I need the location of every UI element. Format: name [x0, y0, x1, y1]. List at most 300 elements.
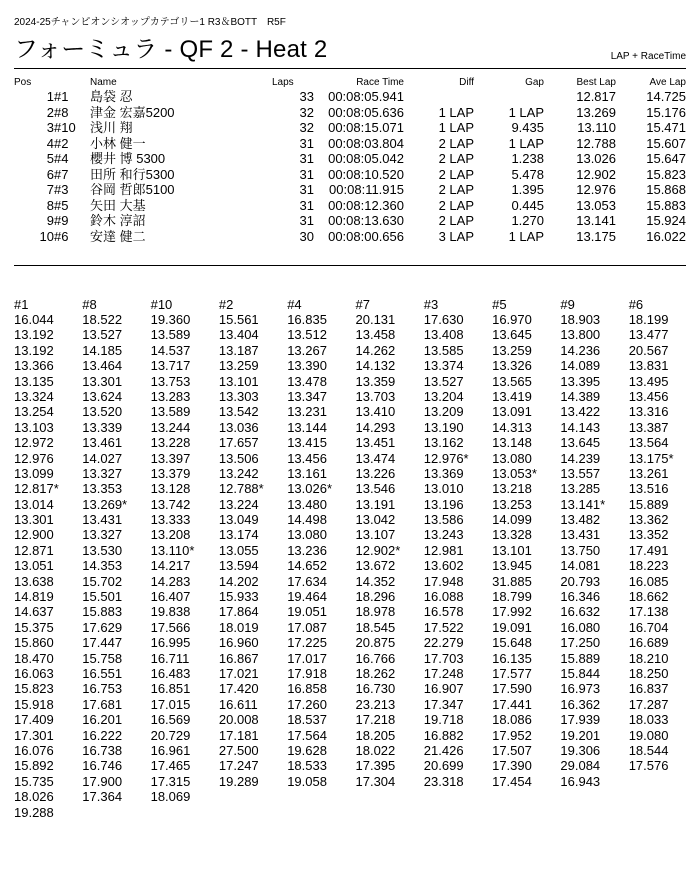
- lap-time: 16.970: [492, 312, 532, 327]
- lap-time: 13.259: [492, 342, 532, 358]
- lap-time: 18.978: [355, 604, 396, 620]
- lap-time: 13.254: [14, 404, 54, 420]
- lap-time: 14.637: [14, 604, 54, 620]
- lap-time: 13.099: [14, 465, 54, 481]
- lap-time: 13.014: [14, 496, 54, 512]
- lap-time: 16.766: [355, 650, 396, 666]
- lap-time: 14.313: [492, 419, 532, 435]
- lap-time: 13.162: [423, 435, 464, 451]
- lap-column: [82, 298, 150, 805]
- lap-time: 17.021: [218, 665, 259, 681]
- lap-time: 15.702: [82, 573, 123, 589]
- lap-time: 17.992: [492, 604, 532, 620]
- lap-time: 13.564: [628, 435, 669, 451]
- lap-time: 13.404: [218, 327, 259, 343]
- results-body: [14, 89, 686, 244]
- lap-time: 13.091: [492, 404, 532, 420]
- lap-time: 19.080: [628, 727, 669, 743]
- lap-time: 13.516: [628, 481, 669, 497]
- result-gap: 1.270: [511, 213, 544, 229]
- results-divider: [14, 265, 686, 266]
- result-ave-lap: 15.823: [646, 166, 686, 182]
- lap-time: 13.395: [560, 373, 601, 389]
- lap-time: 19.201: [560, 727, 601, 743]
- lap-time: 13.244: [150, 419, 191, 435]
- lap-time: 12.900: [14, 527, 54, 543]
- lap-time: 13.750: [560, 542, 601, 558]
- lap-time: 13.589: [150, 404, 191, 420]
- lap-time: 17.918: [287, 665, 327, 681]
- lap-time: 15.844: [560, 665, 601, 681]
- lap-time: 13.456: [628, 388, 669, 404]
- lap-time: 13.259: [218, 358, 259, 374]
- lap-time: 16.907: [423, 681, 464, 697]
- lap-column-car-number: #6: [628, 297, 644, 312]
- lap-time: 13.192: [14, 327, 54, 343]
- lap-time: 17.952: [492, 727, 532, 743]
- result-car-number: #9: [54, 213, 69, 229]
- lap-column: [560, 298, 628, 789]
- lap-time: 13.542: [218, 404, 259, 420]
- lap-time: 13.408: [423, 327, 464, 343]
- result-driver-name: 鈴木 淳詔: [90, 213, 146, 229]
- lap-time: 13.055: [218, 542, 259, 558]
- results-row: [14, 89, 686, 105]
- lap-time: 19.718: [423, 712, 464, 728]
- result-pos: 2: [46, 104, 54, 120]
- lap-time: 17.015: [150, 696, 191, 712]
- lap-time: 13.231: [287, 404, 327, 420]
- result-laps: 31: [299, 135, 314, 151]
- lap-time: 13.283: [150, 388, 191, 404]
- lap-time: 13.010: [423, 481, 464, 497]
- lap-time: 17.948: [423, 573, 464, 589]
- lap-time: 13.049: [218, 512, 259, 528]
- lap-time: 13.451: [355, 435, 396, 451]
- lap-time: 14.537: [150, 342, 191, 358]
- result-pos: 3: [46, 120, 54, 136]
- lap-time: 16.085: [628, 573, 669, 589]
- lap-time: 19.058: [287, 773, 327, 789]
- lap-time: 13.362: [628, 512, 669, 528]
- lap-time: 15.889: [628, 496, 669, 512]
- lap-time: 18.470: [14, 650, 54, 666]
- header-divider: [14, 68, 686, 69]
- lap-time: 16.088: [423, 589, 464, 605]
- col-header-diff: Diff: [459, 76, 474, 88]
- lap-time: 13.602: [423, 558, 464, 574]
- result-driver-name: 谷岡 哲郎5100: [90, 182, 175, 198]
- result-laps: 31: [299, 151, 314, 167]
- result-gap: [474, 89, 544, 105]
- lap-time: 15.892: [14, 758, 54, 774]
- page-title: フォーミュラ - QF 2 - Heat 2: [14, 36, 328, 63]
- col-header-ave-lap: Ave Lap: [649, 76, 686, 88]
- lap-time: 16.044: [14, 312, 54, 327]
- result-laps: 31: [299, 213, 314, 229]
- result-gap: 1 LAP: [508, 104, 544, 120]
- lap-time: 15.501: [82, 589, 123, 605]
- lap-time: 17.566: [150, 619, 191, 635]
- result-best-lap: 13.175: [576, 228, 616, 244]
- results-row: [14, 136, 686, 152]
- lap-time: 13.645: [560, 435, 601, 451]
- lap-time: 13.379: [150, 465, 191, 481]
- results-header-row: [14, 75, 686, 89]
- lap-time: 15.883: [82, 604, 123, 620]
- lap-time: 15.933: [218, 589, 259, 605]
- results-row: [14, 105, 686, 121]
- result-race-time: 00:08:05.042: [328, 151, 404, 167]
- lap-time: 14.293: [355, 419, 396, 435]
- lap-column-car-number: #2: [218, 297, 234, 312]
- report-mode-label: LAP + RaceTime: [610, 51, 686, 62]
- lap-time: 13.107: [355, 527, 396, 543]
- lap-time: 18.210: [628, 650, 669, 666]
- lap-time: 16.407: [150, 589, 191, 605]
- lap-time: 17.409: [14, 712, 54, 728]
- lap-time: 14.236: [560, 342, 601, 358]
- lap-time: 18.537: [287, 712, 327, 728]
- lap-time: 13.753: [150, 373, 191, 389]
- results-table: [14, 75, 686, 244]
- lap-time: 13.586: [423, 512, 464, 528]
- lap-time: 18.019: [218, 619, 259, 635]
- result-pos: 1: [46, 89, 54, 105]
- lap-time: 13.374: [423, 358, 464, 374]
- lap-time: 13.359: [355, 373, 396, 389]
- lap-time: 13.243: [423, 527, 464, 543]
- lap-time: 13.477: [628, 327, 669, 343]
- result-ave-lap: 14.725: [646, 89, 686, 105]
- lap-time: 17.301: [14, 727, 54, 743]
- lap-time: 17.465: [150, 758, 191, 774]
- lap-time: 17.634: [287, 573, 327, 589]
- lap-time: 12.972: [14, 435, 54, 451]
- lap-time: 12.788*: [218, 481, 264, 497]
- lap-time: 13.565: [492, 373, 532, 389]
- lap-time: 17.138: [628, 604, 669, 620]
- result-gap: 0.445: [511, 197, 544, 213]
- lap-time: 20.793: [560, 573, 601, 589]
- result-car-number: #3: [54, 182, 69, 198]
- lap-time: 16.943: [560, 773, 601, 789]
- lap-time: 17.017: [287, 650, 327, 666]
- lap-time: 16.711: [150, 650, 190, 666]
- lap-time: 17.454: [492, 773, 532, 789]
- lap-time: 13.456: [287, 450, 327, 466]
- result-ave-lap: 15.868: [646, 182, 686, 198]
- lap-time: 13.464: [82, 358, 123, 374]
- result-car-number: #10: [54, 120, 76, 136]
- lap-time: 17.564: [287, 727, 327, 743]
- lap-time: 13.261: [628, 465, 669, 481]
- lap-time: 16.362: [560, 696, 601, 712]
- result-ave-lap: 15.607: [646, 135, 686, 151]
- lap-time: 17.420: [218, 681, 259, 697]
- result-best-lap: 12.817: [576, 89, 616, 105]
- result-race-time: 00:08:05.636: [328, 104, 404, 120]
- lap-time: 13.594: [218, 558, 259, 574]
- result-driver-name: 矢田 大基: [90, 197, 146, 213]
- lap-time: 14.143: [560, 419, 601, 435]
- lap-time: 19.288: [14, 804, 54, 820]
- result-laps: 31: [299, 182, 314, 198]
- lap-time: 12.976: [14, 450, 54, 466]
- lap-time: 17.247: [218, 758, 259, 774]
- lap-time: 13.301: [82, 373, 123, 389]
- lap-time: 13.390: [287, 358, 327, 374]
- lap-time: 13.141*: [560, 496, 606, 512]
- lap-time: 13.624: [82, 388, 123, 404]
- lap-time: 13.461: [82, 435, 123, 451]
- lap-time: 17.657: [218, 435, 259, 451]
- lap-time: 13.208: [150, 527, 191, 543]
- lap-time: 13.353: [82, 481, 123, 497]
- result-driver-name: 浅川 翔: [90, 120, 133, 136]
- lap-time: 17.576: [628, 758, 669, 774]
- result-ave-lap: 15.471: [646, 120, 686, 136]
- lap-time: 13.218: [492, 481, 532, 497]
- lap-time: 13.557: [560, 465, 601, 481]
- result-ave-lap: 15.883: [646, 197, 686, 213]
- result-car-number: #2: [54, 135, 69, 151]
- lap-time: 20.699: [423, 758, 464, 774]
- lap-time: 13.431: [560, 527, 601, 543]
- lap-time: 18.545: [355, 619, 396, 635]
- lap-time: 13.415: [287, 435, 327, 451]
- result-pos: 7: [46, 182, 54, 198]
- results-row: [14, 213, 686, 229]
- result-driver-name: 津金 宏嘉5200: [90, 104, 175, 120]
- lap-time: 13.080: [287, 527, 327, 543]
- result-car-number: #7: [54, 166, 69, 182]
- lap-time: 13.209: [423, 404, 464, 420]
- lap-column: [151, 298, 219, 805]
- lap-time: 17.395: [355, 758, 396, 774]
- result-driver-name: 田所 和行5300: [90, 166, 175, 182]
- result-gap: 9.435: [511, 120, 544, 136]
- result-best-lap: 12.976: [576, 182, 616, 198]
- lap-time: 21.426: [423, 742, 464, 758]
- results-row: [14, 167, 686, 183]
- lap-time: 13.190: [423, 419, 464, 435]
- lap-column-car-number: #10: [150, 297, 173, 312]
- lap-time: 16.689: [628, 635, 669, 651]
- lap-column: [629, 298, 697, 774]
- lap-time: 13.742: [150, 496, 191, 512]
- lap-time: 15.860: [14, 635, 54, 651]
- lap-time: 16.704: [628, 619, 669, 635]
- lap-time: 13.945: [492, 558, 532, 574]
- lap-column-car-number: #4: [287, 297, 302, 312]
- lap-time: 14.389: [560, 388, 601, 404]
- lap-time: 15.648: [492, 635, 532, 651]
- lap-time: 15.758: [82, 650, 123, 666]
- lap-time: 13.301: [14, 512, 54, 528]
- lap-column-car-number: #1: [14, 297, 29, 312]
- lap-time: 19.628: [287, 742, 327, 758]
- lap-time: 14.819: [14, 589, 54, 605]
- lap-time: 16.135: [492, 650, 532, 666]
- result-car-number: #4: [54, 151, 69, 167]
- results-row: [14, 182, 686, 198]
- lap-time: 14.353: [82, 558, 123, 574]
- lap-time: 13.717: [150, 358, 191, 374]
- lap-time: 16.837: [628, 681, 669, 697]
- lap-time: 13.410: [355, 404, 396, 420]
- result-car-number: #8: [54, 104, 69, 120]
- lap-time: 13.148: [492, 435, 532, 451]
- lap-time: 13.703: [355, 388, 396, 404]
- result-ave-lap: 15.176: [646, 104, 686, 120]
- result-diff: [404, 89, 474, 105]
- lap-time: 16.222: [82, 727, 123, 743]
- lap-time: 16.730: [355, 681, 396, 697]
- lap-time: 17.630: [423, 312, 464, 327]
- lap-time: 18.033: [628, 712, 669, 728]
- lap-time: 20.875: [355, 635, 396, 651]
- lap-time: 14.239: [560, 450, 601, 466]
- col-header-gap: Gap: [525, 76, 544, 88]
- lap-time: 13.026*: [287, 481, 333, 497]
- lap-time: 18.205: [355, 727, 396, 743]
- lap-time: 12.902*: [355, 542, 401, 558]
- result-diff: 2 LAP: [438, 197, 474, 213]
- lap-time: 17.364: [82, 789, 123, 805]
- lap-time: 13.269*: [82, 496, 128, 512]
- lap-time: 16.961: [150, 742, 191, 758]
- lap-time: 13.546: [355, 481, 396, 497]
- lap-time: 14.262: [355, 342, 396, 358]
- lap-time: 13.397: [150, 450, 191, 466]
- result-diff: 2 LAP: [438, 182, 474, 198]
- lap-time: 13.333: [150, 512, 191, 528]
- result-diff: 2 LAP: [438, 213, 474, 229]
- lap-time: 17.087: [287, 619, 327, 635]
- lap-time: 14.089: [560, 358, 601, 374]
- lap-time: 16.076: [14, 742, 54, 758]
- result-driver-name: 小林 健一: [90, 135, 146, 151]
- lap-time: 13.242: [218, 465, 259, 481]
- lap-time: 31.885: [492, 573, 532, 589]
- lap-time: 13.228: [150, 435, 191, 451]
- result-driver-name: 櫻井 博 5300: [90, 151, 166, 167]
- lap-time: 27.500: [218, 742, 259, 758]
- result-best-lap: 12.788: [576, 135, 616, 151]
- lap-time: 17.447: [82, 635, 123, 651]
- lap-column-car-number: #9: [560, 297, 575, 312]
- lap-time: 13.175*: [628, 450, 674, 466]
- lap-time: 13.387: [628, 419, 669, 435]
- lap-time: 15.889: [560, 650, 601, 666]
- lap-column: [492, 298, 560, 789]
- lap-time: 13.236: [287, 542, 327, 558]
- result-laps: 31: [299, 197, 314, 213]
- lap-time: 13.101: [492, 542, 532, 558]
- lap-time: 13.135: [14, 373, 54, 389]
- lap-time: 16.858: [287, 681, 327, 697]
- lap-time: 13.253: [492, 496, 532, 512]
- lap-time: 14.099: [492, 512, 532, 528]
- result-race-time: 00:08:03.804: [328, 135, 404, 151]
- lap-time: 17.304: [355, 773, 396, 789]
- lap-time: 13.101: [218, 373, 259, 389]
- lap-time: 17.864: [218, 604, 259, 620]
- lap-time: 13.328: [492, 527, 532, 543]
- lap-time: 17.250: [560, 635, 601, 651]
- lap-time: 13.128: [150, 481, 191, 497]
- lap-time: 17.248: [423, 665, 464, 681]
- result-gap: 1.395: [511, 182, 544, 198]
- lap-time: 13.520: [82, 404, 123, 420]
- col-header-name: Name: [90, 76, 117, 88]
- lap-time: 17.347: [423, 696, 464, 712]
- result-laps: 30: [299, 228, 314, 244]
- col-header-pos: Pos: [14, 76, 32, 88]
- lap-time: 13.645: [492, 327, 532, 343]
- lap-time: 13.831: [628, 358, 669, 374]
- lap-column: [356, 298, 424, 789]
- result-car-number: #6: [54, 228, 69, 244]
- lap-column: [287, 298, 355, 789]
- lap-column-car-number: #8: [82, 297, 97, 312]
- lap-column: [14, 298, 82, 820]
- lap-time: 13.589: [150, 327, 191, 343]
- lap-time: 22.279: [423, 635, 464, 651]
- lap-time: 14.652: [287, 558, 327, 574]
- result-pos: 10: [39, 228, 54, 244]
- lap-time: 14.498: [287, 512, 327, 528]
- lap-column: [219, 298, 287, 789]
- lap-time: 16.753: [82, 681, 123, 697]
- lap-time: 13.527: [82, 327, 123, 343]
- lap-time: 17.218: [355, 712, 396, 728]
- lap-time: 19.289: [218, 773, 259, 789]
- lap-time: 13.672: [355, 558, 396, 574]
- lap-time: 16.578: [423, 604, 464, 620]
- result-race-time: 00:08:11.915: [329, 182, 404, 198]
- lap-time: 13.495: [628, 373, 669, 389]
- lap-time: 18.022: [355, 742, 396, 758]
- result-race-time: 00:08:15.071: [328, 120, 404, 136]
- lap-time: 13.458: [355, 327, 396, 343]
- lap-time: 13.036: [218, 419, 259, 435]
- lap-time: 16.882: [423, 727, 464, 743]
- lap-time: 12.981: [423, 542, 464, 558]
- lap-time: 13.204: [423, 388, 464, 404]
- lap-time: 17.900: [82, 773, 123, 789]
- lap-time: 13.324: [14, 388, 54, 404]
- lap-time: 19.051: [287, 604, 327, 620]
- lap-time: 18.086: [492, 712, 532, 728]
- lap-time: 16.835: [287, 312, 327, 327]
- lap-time: 13.422: [560, 404, 601, 420]
- lap-time: 17.287: [628, 696, 669, 712]
- result-gap: 1 LAP: [508, 228, 544, 244]
- lap-time: 13.080: [492, 450, 532, 466]
- lap-time: 17.629: [82, 619, 123, 635]
- lap-time: 19.360: [150, 312, 191, 327]
- lap-time: 20.567: [628, 342, 669, 358]
- result-diff: 1 LAP: [438, 104, 474, 120]
- result-diff: 2 LAP: [438, 166, 474, 182]
- results-row: [14, 120, 686, 136]
- result-driver-name: 島袋 忍: [90, 89, 133, 105]
- lap-time: 12.976*: [423, 450, 469, 466]
- result-pos: 9: [46, 213, 54, 229]
- lap-time: 17.390: [492, 758, 532, 774]
